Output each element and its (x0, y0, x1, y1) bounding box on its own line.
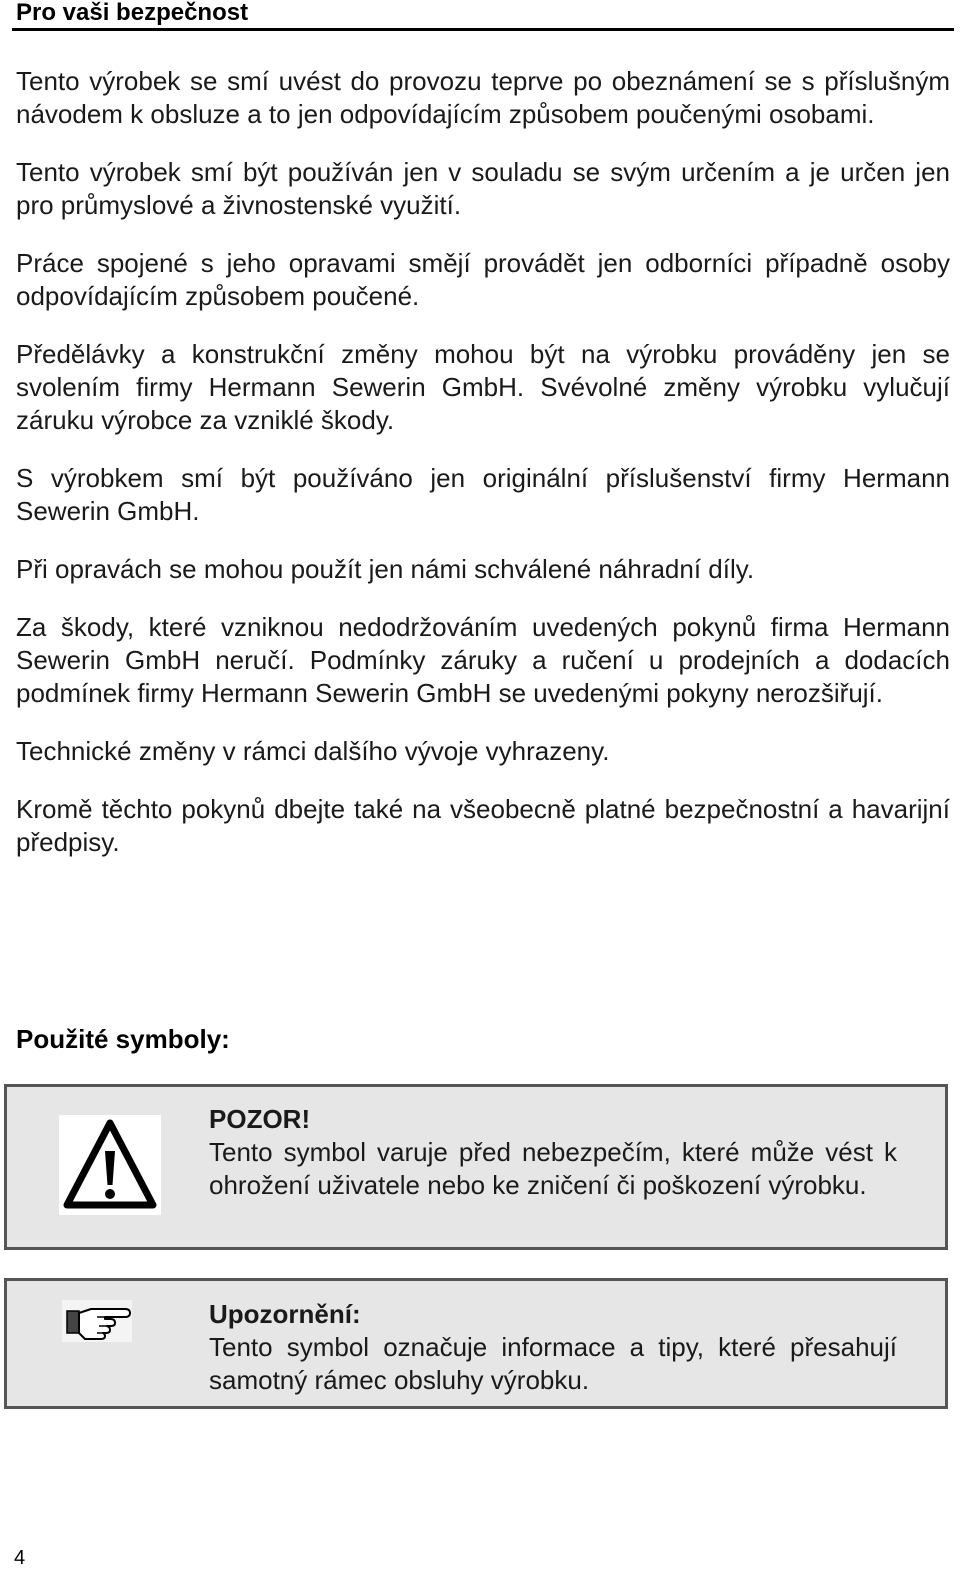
page-number: 4 (14, 1547, 26, 1569)
note-description: Tento symbol označuje informace a tipy, které přesahují samotný rámec obsluhy výrobku. (209, 1332, 897, 1395)
paragraph: Za škody, které vzniknou nedodržováním uvedených pokynů firma Hermann Sewerin GmbH neručí. Podmínky záruky a ručení u prodejních a dodacích podmínek firmy Hermann Sewerin GmbH se uvedenými pokyny nerozšiřují. (16, 612, 950, 708)
note-box (4, 1278, 948, 1409)
warning-title: POZOR! (209, 1104, 311, 1134)
paragraph: Technické změny v rámci dalšího vývoje vyhrazeny. (16, 736, 610, 766)
header-divider (12, 28, 954, 31)
warning-text (209, 1103, 897, 1202)
paragraph: S výrobkem smí být používáno jen originální příslušenství firmy Hermann Sewerin GmbH. (16, 463, 950, 526)
paragraph: Tento výrobek se smí uvést do provozu teprve po obeznámení se s příslušným návodem k obsluze a to jen odpovídajícím způsobem poučenými osobami. (16, 66, 950, 129)
symbols-heading: Použité symboly: (16, 1024, 230, 1054)
section-title: Pro vaši bezpečnost (16, 0, 249, 26)
warning-box (4, 1084, 948, 1250)
warning-description: Tento symbol varuje před nebezpečím, které může vést k ohrožení uživatele nebo ke zničení či poškození výrobku. (209, 1137, 897, 1200)
warning-triangle-icon (59, 1115, 161, 1215)
safety-text (16, 65, 950, 884)
paragraph: Při opravách se mohou použít jen námi schválené náhradní díly. (16, 554, 755, 584)
pointing-hand-icon (61, 1299, 133, 1343)
paragraph: Předělávky a konstrukční změny mohou být na výrobku prováděny jen se svolením firmy Hermann Sewerin GmbH. Svévolné změny výrobku vylučují záruku výrobce za vzniklé škody. (16, 339, 950, 435)
paragraph: Tento výrobek smí být používán jen v souladu se svým určením a je určen jen pro průmyslové a živnostenské využití. (16, 157, 950, 220)
note-text (209, 1298, 897, 1397)
note-title: Upozornění: (209, 1299, 361, 1329)
paragraph: Kromě těchto pokynů dbejte také na všeobecně platné bezpečnostní a havarijní předpisy. (16, 794, 950, 857)
paragraph: Práce spojené s jeho opravami smějí provádět jen odborníci případně osoby odpovídajícím způsobem poučené. (16, 248, 950, 311)
